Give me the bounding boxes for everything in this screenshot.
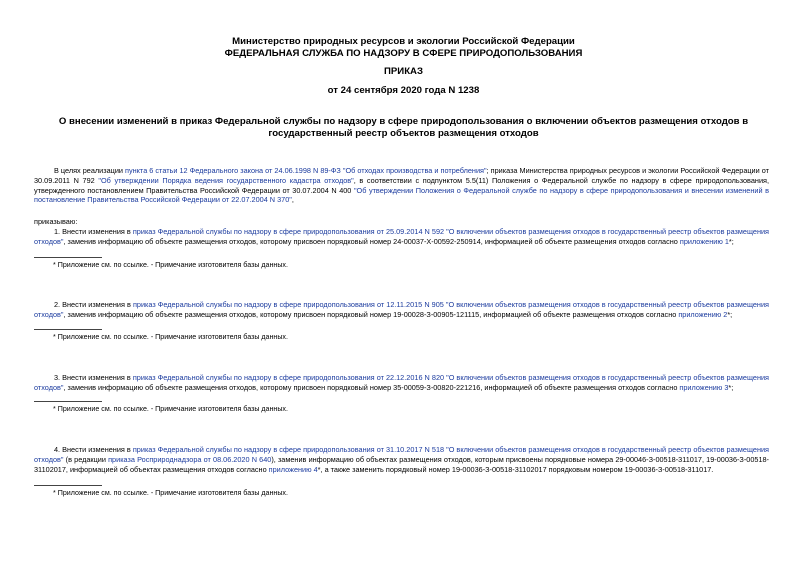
footnote-divider [34,257,102,258]
link-cadastre-procedure[interactable]: "Об утверждении Порядка ведения государственного кадастра отходов" [98,175,354,185]
ministry-name: Министерство природных ресурсов и экологии Российской Федерации [232,36,575,47]
footnote-divider [34,329,102,330]
document-date-number: от 24 сентября 2020 года N 1238 [327,85,480,96]
order-item-2: 2. Внести изменения в приказ Федеральной службы по надзору в сфере природопользования от 12.11.2015 N 905 "О включении объектов размещения отходов в государственный реестр объектов размещения отходов", заменив информацию об объекте размещения отходов, которому присвоен порядковый номер 19-00028-З-00905-121115, информацией об объекте размещения отходов согласно приложению 2*; [34,300,769,319]
document-subject: О внесении изменений в приказ Федеральной службы по надзору в сфере природопользования о включении объектов размещения отходов в государственный реестр объектов размещения отходов [58,116,749,139]
link-order-592[interactable]: приказ Федеральной службы по надзору в сфере природопользования от 25.09.2014 N 592 "О включении объектов размещения отходов в государственный реестр объектов размещения отходов" [34,227,769,246]
document-type: ПРИКАЗ [384,66,423,77]
link-appendix-2[interactable]: приложению 2 [678,309,728,319]
footnote-1: * Приложение см. по ссылке. - Примечание изготовителя базы данных. [53,261,288,269]
footnote-4: * Приложение см. по ссылке. - Примечание изготовителя базы данных. [53,489,288,497]
link-order-905[interactable]: приказ Федеральной службы по надзору в сфере природопользования от 12.11.2015 N 905 "О включении объектов размещения отходов в государственный реестр объектов размещения отходов" [34,300,769,319]
order-word: приказываю: [34,217,78,226]
link-appendix-3[interactable]: приложению 3 [679,382,729,392]
order-item-4: 4. Внести изменения в приказ Федеральной службы по надзору в сфере природопользования от 31.10.2017 N 518 "О включении объектов размещения отходов в государственный реестр объектов размещения отходов" (в редакции приказа Росприроднадзора от 08.06.2020 N 640), заменив информацию об объектах размещения отходов, которым присвоены порядковые номера 29-00046-З-00518-311017, 19-00036-З-00518-31102017, информацией об объектах размещения отходов согласно приложению 4*, а также заменить порядковый номер 19-00036-З-00518-31102017 порядковым номером 19-00036-З-00518-311017. [34,445,769,474]
footnote-divider [34,401,102,402]
link-appendix-1[interactable]: приложению 1 [679,236,729,246]
link-federal-law-89[interactable]: пункта 6 статьи 12 Федерального закона от 24.06.1998 N 89-ФЗ "Об отходах производства и потребления" [125,166,487,175]
footnote-3: * Приложение см. по ссылке. - Примечание изготовителя базы данных. [53,405,288,413]
preamble: В целях реализации пункта 6 статьи 12 Федерального закона от 24.06.1998 N 89-ФЗ "Об отходах производства и потребления"; приказа Министерства природных ресурсов и экологии Российской Федерации от 30.09.2011 N 792 "Об утверждении Порядка ведения государственного кадастра отходов", в соответствии с подпунктом 5.5(11) Положения о Федеральной службе по надзору в сфере природопользования, утвержденного постановлением Правительства Российской Федерации от 30.07.2004 N 400 "Об утверждении Положения о Федеральной службе по надзору в сфере природопользования и внесении изменений в постановление Правительства Российской Федерации от 22.07.2004 N 370", [34,166,769,205]
footnote-2: * Приложение см. по ссылке. - Примечание изготовителя базы данных. [53,333,288,341]
document-header [0,36,807,60]
link-order-640[interactable]: приказа Росприроднадзора от 08.06.2020 N 640 [108,454,272,464]
order-item-1: 1. Внести изменения в приказ Федеральной службы по надзору в сфере природопользования от 25.09.2014 N 592 "О включении объектов размещения отходов в государственный реестр объектов размещения отходов", заменив информацию об объекте размещения отходов, которому присвоен порядковый номер 24-00037-Х-00592-250914, информацией об объекте размещения отходов согласно приложению 1*; [34,227,769,246]
link-order-820[interactable]: приказ Федеральной службы по надзору в сфере природопользования от 22.12.2016 N 820 "О включении объектов размещения отходов в государственный реестр объектов размещения отходов" [34,373,769,392]
link-appendix-4[interactable]: приложению 4 [268,464,318,474]
link-government-decree-400[interactable]: "Об утверждении Положения о Федеральной службе по надзору в сфере природопользования и внесении изменений в постановление Правительства Российской Федерации от 22.07.2004 N 370" [34,185,769,205]
footnote-divider [34,485,102,486]
service-name: ФЕДЕРАЛЬНАЯ СЛУЖБА ПО НАДЗОРУ В СФЕРЕ ПРИРОДОПОЛЬЗОВАНИЯ [224,48,583,59]
link-order-518[interactable]: приказ Федеральной службы по надзору в сфере природопользования от 31.10.2017 N 518 "О включении объектов размещения отходов в государственный реестр объектов размещения отходов" [34,445,769,464]
order-item-3: 3. Внести изменения в приказ Федеральной службы по надзору в сфере природопользования от 22.12.2016 N 820 "О включении объектов размещения отходов в государственный реестр объектов размещения отходов", заменив информацию об объекте размещения отходов, которому присвоен порядковый номер 35-00059-З-00820-221216, информацией об объекте размещения отходов согласно приложению 3*; [34,373,769,392]
